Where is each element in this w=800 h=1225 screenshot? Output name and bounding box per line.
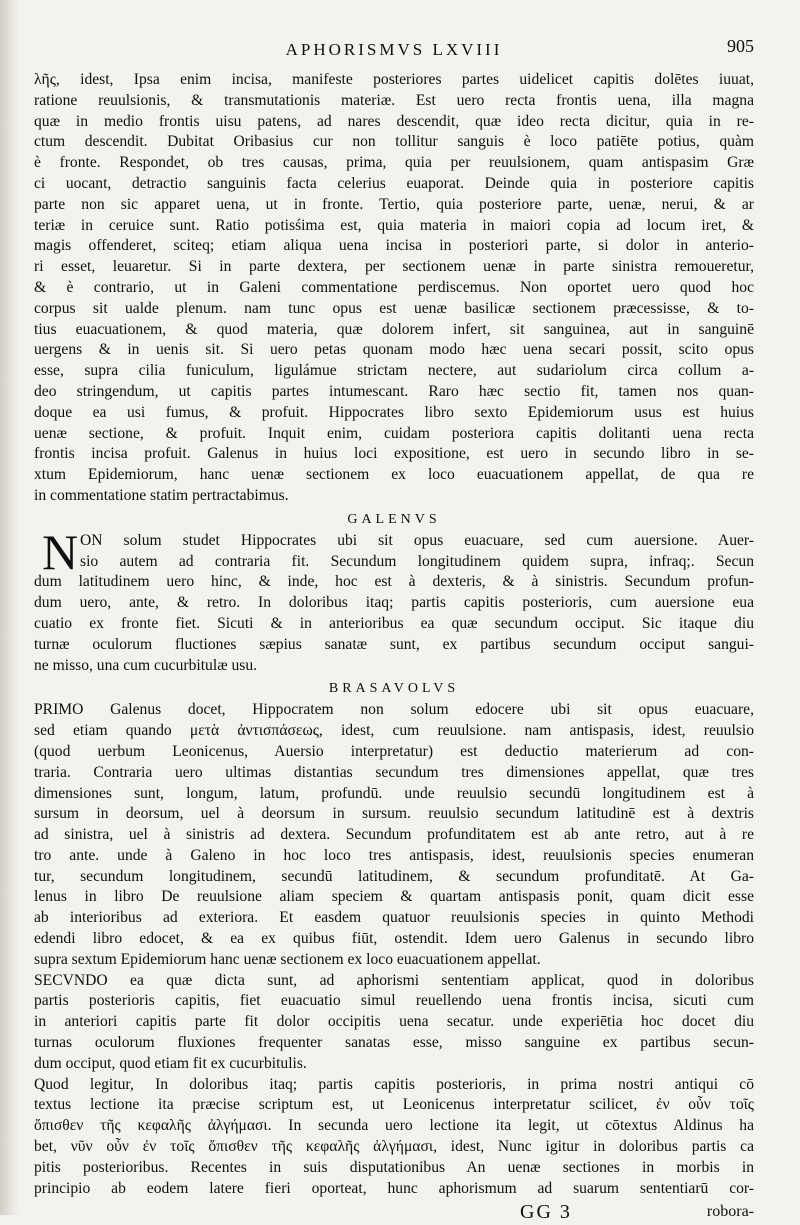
text-line: partis posterioris capitis, fiet euacuatio simul reuellendo uena frontis incisa, sicuti cum <box>34 992 754 1010</box>
text-line: teriæ in ceruice sunt. Ratio potisśima est, quia materia in maiori copia ad locum iret, & <box>34 216 754 234</box>
text-line: tro ante. unde à Galeno in hoc loco tres antispasis, idest, reuulsionis species enumeran <box>34 846 754 864</box>
text-line: dum uero, ante, & retro. In doloribus itaq; partis capitis posterioris, cum auersione eua <box>34 594 754 612</box>
catchword: robora- <box>706 1203 754 1221</box>
text-line: SECVNDO ea quæ dicta sunt, ad aphorismi sententiam applicat, quod in doloribus <box>34 971 754 989</box>
text-line: edendi libro edocet, & ea ex quibus fiūt, ostendit. Idem uero Galenus in secundo libro <box>34 930 754 948</box>
page-footer <box>34 1201 754 1225</box>
text-line: ri esset, leuaretur. Si in parte dextera, per sectionem uenæ in parte sinistra remoueretur, <box>34 258 754 276</box>
text-line: traria. Contraria uero ultimas distantias secundum tres dimensiones appellat, quæ tres <box>34 763 754 781</box>
page-number: 905 <box>727 36 754 56</box>
text-line: sed etiam quando μετὰ ἀντισπάσεως, idest, cum reuulsione. nam antispasis, idest, reuulsio <box>34 722 754 740</box>
section-heading-brasavolus: BRASAVOLVS <box>328 681 460 697</box>
text-line: λῆς, idest, Ipsa enim incisa, manifeste posteriores partes uidelicet capitis dolētes iuuat, <box>34 71 754 88</box>
text-line: turnas oculorum fluxiones frequenter sanatas esse, misso sanguine ex partibus secun- <box>34 1034 754 1052</box>
running-title: APHORISMVS LXVIII <box>285 40 503 59</box>
text-line: lenus in libro De reuulsione aliam speciem & quartam antispasis ponit, quam dicit esse <box>34 888 754 906</box>
signature-mark: GG 3 <box>520 1201 572 1224</box>
text-line: pitis posterioribus. Recentes in suis disputationibus An uenæ sectiones in morbis in <box>34 1158 754 1176</box>
text-line: tur, secundum longitudinem, secundū latitudinem, & secundum profunditatē. At Ga- <box>34 867 754 885</box>
text-line: ON solum studet Hippocrates ubi sit opus euacuare, sed cum auersione. Auer- <box>80 531 754 549</box>
text-line: quæ in medio frontis uisu patens, ad nares descendit, quæ ideo recta dicitur, quia in re- <box>34 112 754 130</box>
text-line: ctum descendit. Dubitat Oribasius cur non tollitur sanguis è loco patiēte potius, quàm <box>34 133 754 151</box>
section-heading-galenus: GALENVS <box>347 511 441 527</box>
text-line: ab interioribus ad exteriora. Et easdem quatuor reuulsionis species in quinto Methodi <box>34 909 754 927</box>
text-line: esse, supra cilia funiculum, ligulámue strictam nectere, aut sudariolum circa collum a- <box>34 362 754 380</box>
drop-cap: N <box>42 523 79 580</box>
text-line: PRIMO Galenus docet, Hippocratem non solum edocere ubi sit opus euacuare, <box>34 701 754 719</box>
text-line: textus lectione ita præcise scriptum est, ut Leonicenus interpretatur scilicet, ἐν οὖν τοῖς <box>34 1096 754 1114</box>
text-line: (quod uerbum Leonicenus, Auersio interpretatur) est deductio materierum ad con- <box>34 742 754 760</box>
text-line: ratione reuulsionis, & transmutationis materiæ. Est uero recta frontis uena, illa magna <box>34 91 754 109</box>
galenus-commentary <box>34 523 754 677</box>
text-block-galenus <box>34 523 754 677</box>
text-line: corpus sit ualde plenum. nam tunc opus est uenæ basilicæ sectionem præcessisse, & to- <box>34 299 754 317</box>
text-line: frontis incisa profuit. Galenus in huius loci expositione, est uero in secundo libro in se- <box>34 445 754 463</box>
text-line: tius euacuationem, & quod materia, quæ dolorem infert, sit sanguinea, aut in sanguinē <box>34 320 754 338</box>
text-line: Quod legitur, In doloribus itaq; partis capitis posterioris, in prima nostri antiqui cō <box>34 1075 754 1093</box>
text-line: turnæ oculorum fluctiones sæpius sanatæ sunt, ex partibus secundum occiput sangui- <box>34 635 754 653</box>
text-line: parte non sic apparet uena, ut in fronte. Tertio, quia posteriore parte, uenæ, nerui, & ar <box>34 195 754 213</box>
text-line: & è contrario, ut in Galeni commentatione perdiscemus. Non oportet uero quod hoc <box>34 278 754 296</box>
text-line: ὄπισθεν τῆς κεφαλῆς ἀλγήμασι. In secunda uero lectione ita legit, ut cōtextus Aldinus ha <box>34 1117 754 1135</box>
text-line: xtum Epidemiorum, hanc uenæ sectionem ex loco euacuationem appellat, de qua re <box>34 466 754 484</box>
text-line: dum latitudinem uero hinc, & inde, hoc est à dexteris, & à sinistris. Secundum profun- <box>34 573 754 591</box>
text-line: supra sextum Epidemiorum hanc uenæ sectionem ex loco euacuationem appellat. <box>34 950 541 968</box>
text-line: sursum in deorsum, uel à deorsum in sursum. reuulsio secundum latitudinē est à dextris <box>34 805 754 823</box>
text-line: dum occiput, quod etiam fit ex cucurbitulis. <box>34 1054 307 1072</box>
text-line: cuatio ex fronte fiet. Sicuti & in anterioribus ea quæ secundum occiput. Sic itaque diu <box>34 614 754 632</box>
running-head <box>34 36 754 70</box>
text-line: bet, νῦν οὖν ἐν τοῖς ὄπισθεν τῆς κεφαλῆς ἀλγήμασι, idest, Nunc igitur in doloribus partis ca <box>34 1138 754 1156</box>
text-line: dimensiones sunt, longum, latum, profundū. unde reuulsio secundū longitudinem est à <box>34 784 754 802</box>
text-line: ci uocant, detractio sanguinis facta celerius euaporat. Deinde quia in posteriore capitis <box>34 174 754 192</box>
text-line: principio ab eodem latere fieri oporteat, hunc aphorismum ad suarum sententiarū cor- <box>34 1179 754 1197</box>
text-block-aphorism <box>34 70 754 507</box>
text-line: è fronte. Respondet, ob tres causas, prima, quia per reuulsionem, quam antispasim Græ <box>34 154 754 172</box>
text-line: in anteriori capitis parte fit dolor occipitis uena secatur. unde experiētia hoc docet diu <box>34 1013 754 1031</box>
text-line: magis offenderet, sciteq; etiam aliqua uena incisa in posteriori parte, si dolor in anterio- <box>34 237 754 255</box>
text-line: sio autem ad contraria fit. Secundum longitudinem quidem supra, infraq;. Secun <box>80 552 754 570</box>
text-line: uenæ sectione, & profuit. Inquit enim, cuidam posteriora capitis dolitanti uena recta <box>34 424 754 442</box>
text-line: ne misso, una cum cucurbitulæ usu. <box>34 656 258 674</box>
text-line: uergens & in uenis sit. Si uero petas quonam modo hæc uena secari possit, scito opus <box>34 341 754 359</box>
text-line: deo stringendum, ut capitis partes intumescant. Raro hæc sectio fit, tamen nos quan- <box>34 382 754 400</box>
text-line: in commentatione statim pertractabimus. <box>34 486 289 504</box>
text-block-brasavolus <box>34 700 754 1199</box>
text-line: doque ea usi fumus, & profuit. Hippocrates libro sexto Epidemiorum usus est huius <box>34 403 754 421</box>
text-line: ad sinistra, uel à sinistris ad dextera. Secundum profunditatem est ab ante retro, aut à re <box>34 826 754 844</box>
